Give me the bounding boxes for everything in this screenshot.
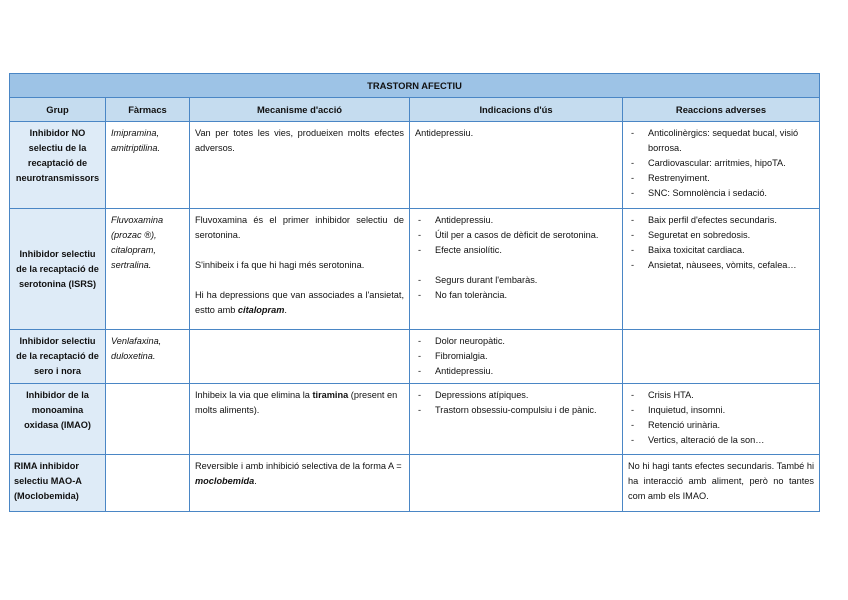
list-item: - Segurs durant l'embaràs. (415, 273, 617, 288)
reaccions-cell (623, 122, 820, 209)
list-item: - Efecte ansiolític. (415, 243, 617, 258)
list-item: - Baixa toxicitat cardiaca. (628, 243, 814, 258)
list-item: - Retenció urinària. (628, 418, 814, 433)
drug-name: moclobemida (195, 476, 255, 486)
drug-name: citalopram (237, 305, 285, 315)
header-reaccions: Reaccions adverses (623, 98, 820, 122)
table-title: TRASTORN AFECTIU (10, 74, 820, 98)
mecanisme-cell (190, 455, 410, 512)
grup-cell: Inhibidor selectiu de la recaptació de sero i nora (10, 330, 106, 384)
table-row (10, 122, 820, 209)
mecanisme-text: Inhibeix la via que elimina la tiramina (present en molts aliments). (195, 390, 398, 415)
list-item: - Dolor neuropàtic. (415, 334, 617, 349)
list-item: - Anticolinèrgics: sequedat bucal, visió borrosa. (628, 126, 814, 156)
list-item: - Ansietat, nàusees, vòmits, cefalea… (628, 258, 814, 273)
farmacs-cell: Fluvoxamina (prozac ®), citalopram, sertralina. (106, 209, 190, 330)
list-item: - Antidepressiu. (415, 213, 617, 228)
grup-cell: Inhibidor NO selectiu de la recaptació de neurotransmissors (10, 122, 106, 209)
reaccions-cell (623, 209, 820, 330)
table-row (10, 209, 820, 330)
header-indicacions: Indicacions d'ús (410, 98, 623, 122)
list-item: - No fan tolerància. (415, 288, 617, 303)
indicacions-cell (410, 209, 623, 330)
farmacs-cell: Imipramina, amitriptilina. (106, 122, 190, 209)
list-item: - Depressions atípiques. (415, 388, 617, 403)
list-item: - Restrenyiment. (628, 171, 814, 186)
indicacions-cell (410, 455, 623, 512)
header-farmacs: Fàrmacs (106, 98, 190, 122)
list-item: - SNC: Somnolència i sedació. (628, 186, 814, 201)
grup-cell: Inhibidor selectiu de la recaptació de serotonina (ISRS) (10, 209, 106, 330)
header-mecanisme: Mecanisme d'acció (190, 98, 410, 122)
table-row (10, 455, 820, 512)
drug-table (9, 73, 820, 512)
reaccions-cell: No hi hagi tants efectes secundaris. També hi ha interacció amb aliment, però no tantes com amb els IMAO. (623, 455, 820, 512)
list-item: - Fibromialgia. (415, 349, 617, 364)
grup-cell: RIMA inhibidor selectiu MAO-A (Moclobemida) (10, 455, 106, 512)
indicacions-cell: Antidepressiu. (410, 122, 623, 209)
mecanisme-cell (190, 122, 410, 209)
header-grup: Grup (10, 98, 106, 122)
farmacs-cell (106, 455, 190, 512)
mecanisme-text: S'inhibeix i fa que hi hagi més serotonina. (195, 260, 365, 270)
grup-cell: Inhibidor de la monoamina oxidasa (IMAO) (10, 384, 106, 455)
farmacs-cell: Venlafaxina, duloxetina. (106, 330, 190, 384)
reaccions-cell (623, 384, 820, 455)
list-item: - Cardiovascular: arritmies, hipoTA. (628, 156, 814, 171)
table-row (10, 384, 820, 455)
mecanisme-cell (190, 330, 410, 384)
reaccions-cell (623, 330, 820, 384)
mecanisme-text: Van per totes les vies, produeixen molts efectes adversos. (195, 128, 404, 153)
mecanisme-text: Hi ha depressions que van associades a l'ansietat, estto amb citalopram. (195, 290, 404, 315)
table-row (10, 330, 820, 384)
list-item: - Crisis HTA. (628, 388, 814, 403)
list-item: - Baix perfil d'efectes secundaris. (628, 213, 814, 228)
indicacions-cell (410, 330, 623, 384)
mecanisme-text: Reversible i amb inhibició selectiva de la forma A = moclobemida. (195, 461, 402, 486)
list-item: - Vertics, alteració de la son… (628, 433, 814, 448)
list-item: - Útil per a casos de dèficit de serotonina. (415, 228, 617, 243)
list-item: - Trastorn obsessiu-compulsiu i de pànic. (415, 403, 617, 418)
list-item: - Seguretat en sobredosis. (628, 228, 814, 243)
indicacions-cell (410, 384, 623, 455)
mecanisme-text: Fluvoxamina és el primer inhibidor selectiu de serotonina. (195, 215, 404, 240)
farmacs-cell (106, 384, 190, 455)
list-item: - Antidepressiu. (415, 364, 617, 379)
mecanisme-cell (190, 209, 410, 330)
list-item: - Inquietud, insomni. (628, 403, 814, 418)
drug-name: tiramina (312, 390, 349, 400)
mecanisme-cell (190, 384, 410, 455)
